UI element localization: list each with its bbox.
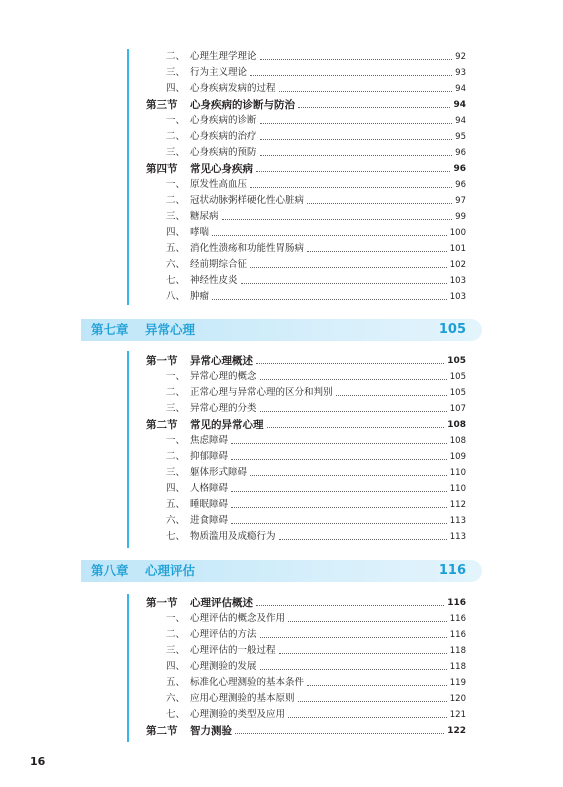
subsection-entry[interactable] xyxy=(0,433,563,449)
entry-title: 物质滥用及成瘾行为 xyxy=(190,531,276,542)
entry-page: 92 xyxy=(455,52,466,62)
subsection-entry[interactable] xyxy=(0,241,563,257)
subsection-entry[interactable] xyxy=(0,643,563,659)
entry-page: 94 xyxy=(455,84,466,94)
entry-title: 心身疾病的诊断 xyxy=(190,115,257,126)
dot-leader xyxy=(279,91,452,92)
entry-title: 心理测验的类型及应用 xyxy=(190,709,286,720)
dot-leader xyxy=(260,379,447,380)
dot-leader xyxy=(260,637,447,638)
entry-page: 95 xyxy=(455,132,466,142)
entry-title: 肿瘤 xyxy=(190,291,210,302)
subsection-entry[interactable] xyxy=(0,81,563,97)
entry-title: 哮喘 xyxy=(190,227,210,238)
entry-page: 96 xyxy=(453,164,466,174)
entry-number: 二、 xyxy=(166,51,186,62)
entry-number: 一、 xyxy=(166,613,186,624)
entry-page: 119 xyxy=(449,678,466,688)
subsection-entry[interactable] xyxy=(0,209,563,225)
entry-number: 七、 xyxy=(166,275,186,286)
dot-leader xyxy=(250,187,452,188)
entry-number: 二、 xyxy=(166,387,186,398)
entry-title: 智力测验 xyxy=(190,725,232,737)
entry-title: 消化性溃疡和功能性胃肠病 xyxy=(190,243,305,254)
entry-number: 四、 xyxy=(166,83,186,94)
section-entry[interactable] xyxy=(0,97,563,113)
entry-page: 94 xyxy=(455,116,466,126)
entry-number: 八、 xyxy=(166,291,186,302)
chapter-page: 116 xyxy=(438,563,466,578)
dot-leader xyxy=(336,395,447,396)
entry-page: 113 xyxy=(449,516,466,526)
chapter-title: 异常心理 xyxy=(145,322,196,337)
entry-page: 100 xyxy=(449,228,466,238)
subsection-entry[interactable] xyxy=(0,145,563,161)
entry-page: 94 xyxy=(453,100,466,110)
entry-page: 108 xyxy=(449,436,466,446)
entry-number: 第四节 xyxy=(146,163,178,175)
entry-number: 三、 xyxy=(166,67,186,78)
dot-leader xyxy=(250,475,447,476)
subsection-entry[interactable] xyxy=(0,177,563,193)
chapter-number: 第七章 xyxy=(91,322,129,337)
entry-number: 六、 xyxy=(166,515,186,526)
entry-page: 120 xyxy=(449,694,466,704)
entry-page: 116 xyxy=(449,630,466,640)
dot-leader xyxy=(298,701,447,702)
dot-leader xyxy=(241,283,447,284)
dot-leader xyxy=(256,363,444,364)
dot-leader xyxy=(279,539,447,540)
dot-leader xyxy=(260,411,447,412)
dot-leader xyxy=(231,443,447,444)
subsection-entry[interactable] xyxy=(0,193,563,209)
entry-number: 一、 xyxy=(166,179,186,190)
entry-title: 躯体形式障碍 xyxy=(190,467,248,478)
chapter-number: 第八章 xyxy=(91,563,129,578)
subsection-entry[interactable] xyxy=(0,113,563,129)
entry-number: 第二节 xyxy=(146,725,178,737)
section-entry[interactable] xyxy=(0,353,563,369)
entry-title: 心身疾病的诊断与防治 xyxy=(190,99,295,111)
subsection-entry[interactable] xyxy=(0,385,563,401)
subsection-entry[interactable] xyxy=(0,529,563,545)
entry-title: 心理评估概述 xyxy=(190,597,253,609)
subsection-entry[interactable] xyxy=(0,257,563,273)
subsection-entry[interactable] xyxy=(0,513,563,529)
entry-number: 四、 xyxy=(166,483,186,494)
entry-title: 异常心理的概念 xyxy=(190,371,257,382)
entry-number: 四、 xyxy=(166,227,186,238)
entry-page: 101 xyxy=(449,244,466,254)
entry-title: 心理评估的概念及作用 xyxy=(190,613,286,624)
subsection-entry[interactable] xyxy=(0,369,563,385)
dot-leader xyxy=(250,267,447,268)
chapter-heading[interactable] xyxy=(81,560,482,582)
entry-number: 二、 xyxy=(166,131,186,142)
dot-leader xyxy=(231,491,447,492)
dot-leader xyxy=(288,621,447,622)
entry-number: 第一节 xyxy=(146,597,178,609)
entry-page: 121 xyxy=(449,710,466,720)
entry-title: 标准化心理测验的基本条件 xyxy=(190,677,305,688)
entry-page: 93 xyxy=(455,68,466,78)
subsection-entry[interactable] xyxy=(0,65,563,81)
subsection-entry[interactable] xyxy=(0,225,563,241)
dot-leader xyxy=(212,299,447,300)
entry-title: 神经性皮炎 xyxy=(190,275,238,286)
entry-number: 六、 xyxy=(166,693,186,704)
subsection-entry[interactable] xyxy=(0,481,563,497)
subsection-entry[interactable] xyxy=(0,289,563,305)
dot-leader xyxy=(260,155,452,156)
subsection-entry[interactable] xyxy=(0,611,563,627)
dot-leader xyxy=(231,523,447,524)
entry-title: 经前期综合征 xyxy=(190,259,248,270)
entry-page: 99 xyxy=(455,212,466,222)
entry-page: 108 xyxy=(447,420,466,430)
entry-page: 107 xyxy=(449,404,466,414)
entry-number: 三、 xyxy=(166,147,186,158)
entry-title: 心身疾病的治疗 xyxy=(190,131,257,142)
entry-number: 一、 xyxy=(166,371,186,382)
entry-title: 糖尿病 xyxy=(190,211,219,222)
dot-leader xyxy=(307,685,447,686)
dot-leader xyxy=(288,717,447,718)
entry-page: 105 xyxy=(449,388,466,398)
section-entry[interactable] xyxy=(0,723,563,739)
subsection-entry[interactable] xyxy=(0,627,563,643)
entry-number: 二、 xyxy=(166,629,186,640)
entry-number: 第一节 xyxy=(146,355,178,367)
subsection-entry[interactable] xyxy=(0,129,563,145)
entry-number: 五、 xyxy=(166,677,186,688)
entry-page: 112 xyxy=(449,500,466,510)
subsection-entry[interactable] xyxy=(0,675,563,691)
entry-title: 异常心理的分类 xyxy=(190,403,257,414)
entry-title: 行为主义理论 xyxy=(190,67,248,78)
dot-leader xyxy=(260,59,452,60)
entry-page: 105 xyxy=(447,356,466,366)
entry-number: 二、 xyxy=(166,195,186,206)
subsection-entry[interactable] xyxy=(0,449,563,465)
entry-title: 心理评估的方法 xyxy=(190,629,257,640)
dot-leader xyxy=(307,251,447,252)
subsection-entry[interactable] xyxy=(0,659,563,675)
entry-number: 一、 xyxy=(166,435,186,446)
entry-title: 心身疾病的预防 xyxy=(190,147,257,158)
section-entry[interactable] xyxy=(0,595,563,611)
dot-leader xyxy=(279,653,447,654)
dot-leader xyxy=(260,139,452,140)
subsection-entry[interactable] xyxy=(0,401,563,417)
dot-leader xyxy=(250,75,452,76)
entry-page: 103 xyxy=(449,292,466,302)
subsection-entry[interactable] xyxy=(0,691,563,707)
dot-leader xyxy=(298,107,450,108)
chapter-page: 105 xyxy=(438,322,466,337)
entry-title: 常见的异常心理 xyxy=(190,419,264,431)
dot-leader xyxy=(212,235,447,236)
dot-leader xyxy=(260,669,447,670)
entry-page: 96 xyxy=(455,180,466,190)
entry-title: 常见心身疾病 xyxy=(190,163,253,175)
dot-leader xyxy=(235,733,444,734)
dot-leader xyxy=(307,203,452,204)
entry-title: 心理测验的发展 xyxy=(190,661,257,672)
entry-title: 冠状动脉粥样硬化性心脏病 xyxy=(190,195,305,206)
entry-number: 七、 xyxy=(166,709,186,720)
entry-page: 118 xyxy=(449,646,466,656)
entry-number: 四、 xyxy=(166,661,186,672)
entry-title: 心理评估的一般过程 xyxy=(190,645,276,656)
entry-number: 五、 xyxy=(166,243,186,254)
entry-page: 113 xyxy=(449,532,466,542)
entry-page: 102 xyxy=(449,260,466,270)
entry-title: 应用心理测验的基本原则 xyxy=(190,693,295,704)
entry-page: 116 xyxy=(449,614,466,624)
dot-leader xyxy=(231,507,447,508)
entry-page: 110 xyxy=(449,468,466,478)
entry-number: 第二节 xyxy=(146,419,178,431)
entry-title: 睡眠障碍 xyxy=(190,499,229,510)
subsection-entry[interactable] xyxy=(0,49,563,65)
entry-number: 六、 xyxy=(166,259,186,270)
entry-title: 心身疾病发病的过程 xyxy=(190,83,276,94)
chapter-title: 心理评估 xyxy=(145,563,196,578)
chapter-heading[interactable] xyxy=(81,319,482,341)
entry-number: 三、 xyxy=(166,211,186,222)
entry-page: 103 xyxy=(449,276,466,286)
dot-leader xyxy=(260,123,452,124)
page-number: 16 xyxy=(30,755,46,768)
entry-title: 异常心理概述 xyxy=(190,355,253,367)
entry-number: 五、 xyxy=(166,499,186,510)
entry-title: 抑郁障碍 xyxy=(190,451,229,462)
entry-title: 心理生理学理论 xyxy=(190,51,257,62)
entry-number: 第三节 xyxy=(146,99,178,111)
dot-leader xyxy=(222,219,452,220)
entry-number: 七、 xyxy=(166,531,186,542)
entry-page: 122 xyxy=(447,726,466,736)
subsection-entry[interactable] xyxy=(0,707,563,723)
entry-page: 116 xyxy=(447,598,466,608)
dot-leader xyxy=(256,605,444,606)
entry-title: 正常心理与异常心理的区分和判别 xyxy=(190,387,333,398)
entry-number: 三、 xyxy=(166,467,186,478)
entry-title: 人格障碍 xyxy=(190,483,229,494)
entry-number: 一、 xyxy=(166,115,186,126)
entry-number: 二、 xyxy=(166,451,186,462)
dot-leader xyxy=(231,459,447,460)
subsection-entry[interactable] xyxy=(0,497,563,513)
entry-title: 进食障碍 xyxy=(190,515,229,526)
subsection-entry[interactable] xyxy=(0,273,563,289)
entry-page: 110 xyxy=(449,484,466,494)
subsection-entry[interactable] xyxy=(0,465,563,481)
entry-page: 109 xyxy=(449,452,466,462)
entry-number: 三、 xyxy=(166,403,186,414)
entry-page: 96 xyxy=(455,148,466,158)
dot-leader xyxy=(267,427,444,428)
section-entry[interactable] xyxy=(0,417,563,433)
dot-leader xyxy=(256,171,450,172)
entry-page: 97 xyxy=(455,196,466,206)
section-entry[interactable] xyxy=(0,161,563,177)
entry-page: 118 xyxy=(449,662,466,672)
entry-page: 105 xyxy=(449,372,466,382)
entry-number: 三、 xyxy=(166,645,186,656)
entry-title: 原发性高血压 xyxy=(190,179,248,190)
entry-title: 焦虑障碍 xyxy=(190,435,229,446)
